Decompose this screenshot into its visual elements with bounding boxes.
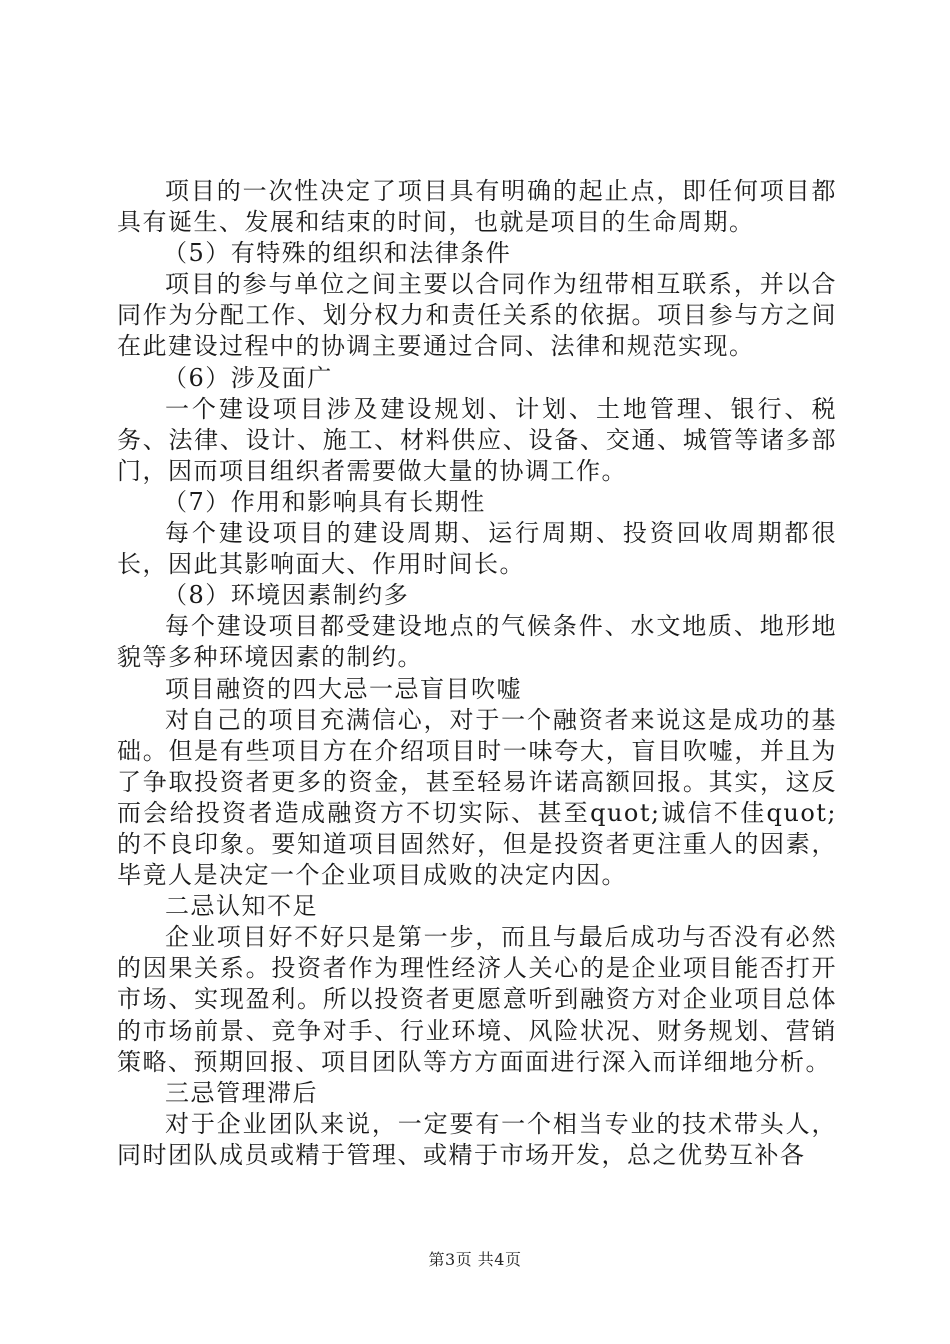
- page-number-label: 第3页 共4页: [428, 1250, 522, 1269]
- paragraph: 每个建设项目的建设周期、运行周期、投资回收周期都很长，因此其影响面大、作用时间长。: [117, 519, 837, 579]
- paragraph: 项目的一次性决定了项目具有明确的起止点，即任何项目都具有诞生、发展和结束的时间，也就是项目的生命周期。: [117, 177, 837, 237]
- section-heading: （7）作用和影响具有长期性: [163, 487, 486, 516]
- section-heading: （5）有特殊的组织和法律条件: [163, 239, 512, 268]
- subsection-title: 二忌认知不足: [165, 892, 318, 921]
- section-heading: （8）环境因素制约多: [163, 581, 410, 610]
- document-body: [117, 176, 837, 1171]
- paragraph: 企业项目好不好只是第一步，而且与最后成功与否没有必然的因果关系。投资者作为理性经济人关心的是企业项目能否打开市场、实现盈利。所以投资者更愿意听到融资方对企业项目总体的市场前景、竞争对手、行业环境、风险状况、财务规划、营销策略、预期回报、项目团队等方方面面进行深入而详细地分析。: [117, 923, 837, 1076]
- paragraph: 对于企业团队来说，一定要有一个相当专业的技术带头人，同时团队成员或精于管理、或精于市场开发，总之优势互补各: [117, 1109, 837, 1169]
- paragraph: 项目的参与单位之间主要以合同作为纽带相互联系，并以合同作为分配工作、划分权力和责任关系的依据。项目参与方之间在此建设过程中的协调主要通过合同、法律和规范实现。: [117, 270, 837, 361]
- subsection-title: 项目融资的四大忌一忌盲目吹嘘: [165, 674, 522, 703]
- page-footer: [0, 1247, 950, 1270]
- subsection-title: 三忌管理滞后: [165, 1078, 318, 1107]
- paragraph: 对自己的项目充满信心，对于一个融资者来说这是成功的基础。但是有些项目方在介绍项目时一味夸大，盲目吹嘘，并且为了争取投资者更多的资金，甚至轻易许诺高额回报。其实，这反而会给投资者造成融资方不切实际、甚至quot;诚信不佳quot;的不良印象。要知道项目固然好，但是投资者更注重人的因素，毕竟人是决定一个企业项目成败的决定内因。: [117, 705, 837, 890]
- section-heading: （6）涉及面广: [163, 363, 333, 392]
- paragraph: 一个建设项目涉及建设规划、计划、土地管理、银行、税务、法律、设计、施工、材料供应、设备、交通、城管等诸多部门，因而项目组织者需要做大量的协调工作。: [117, 394, 837, 485]
- paragraph: 每个建设项目都受建设地点的气候条件、水文地质、地形地貌等多种环境因素的制约。: [117, 612, 837, 672]
